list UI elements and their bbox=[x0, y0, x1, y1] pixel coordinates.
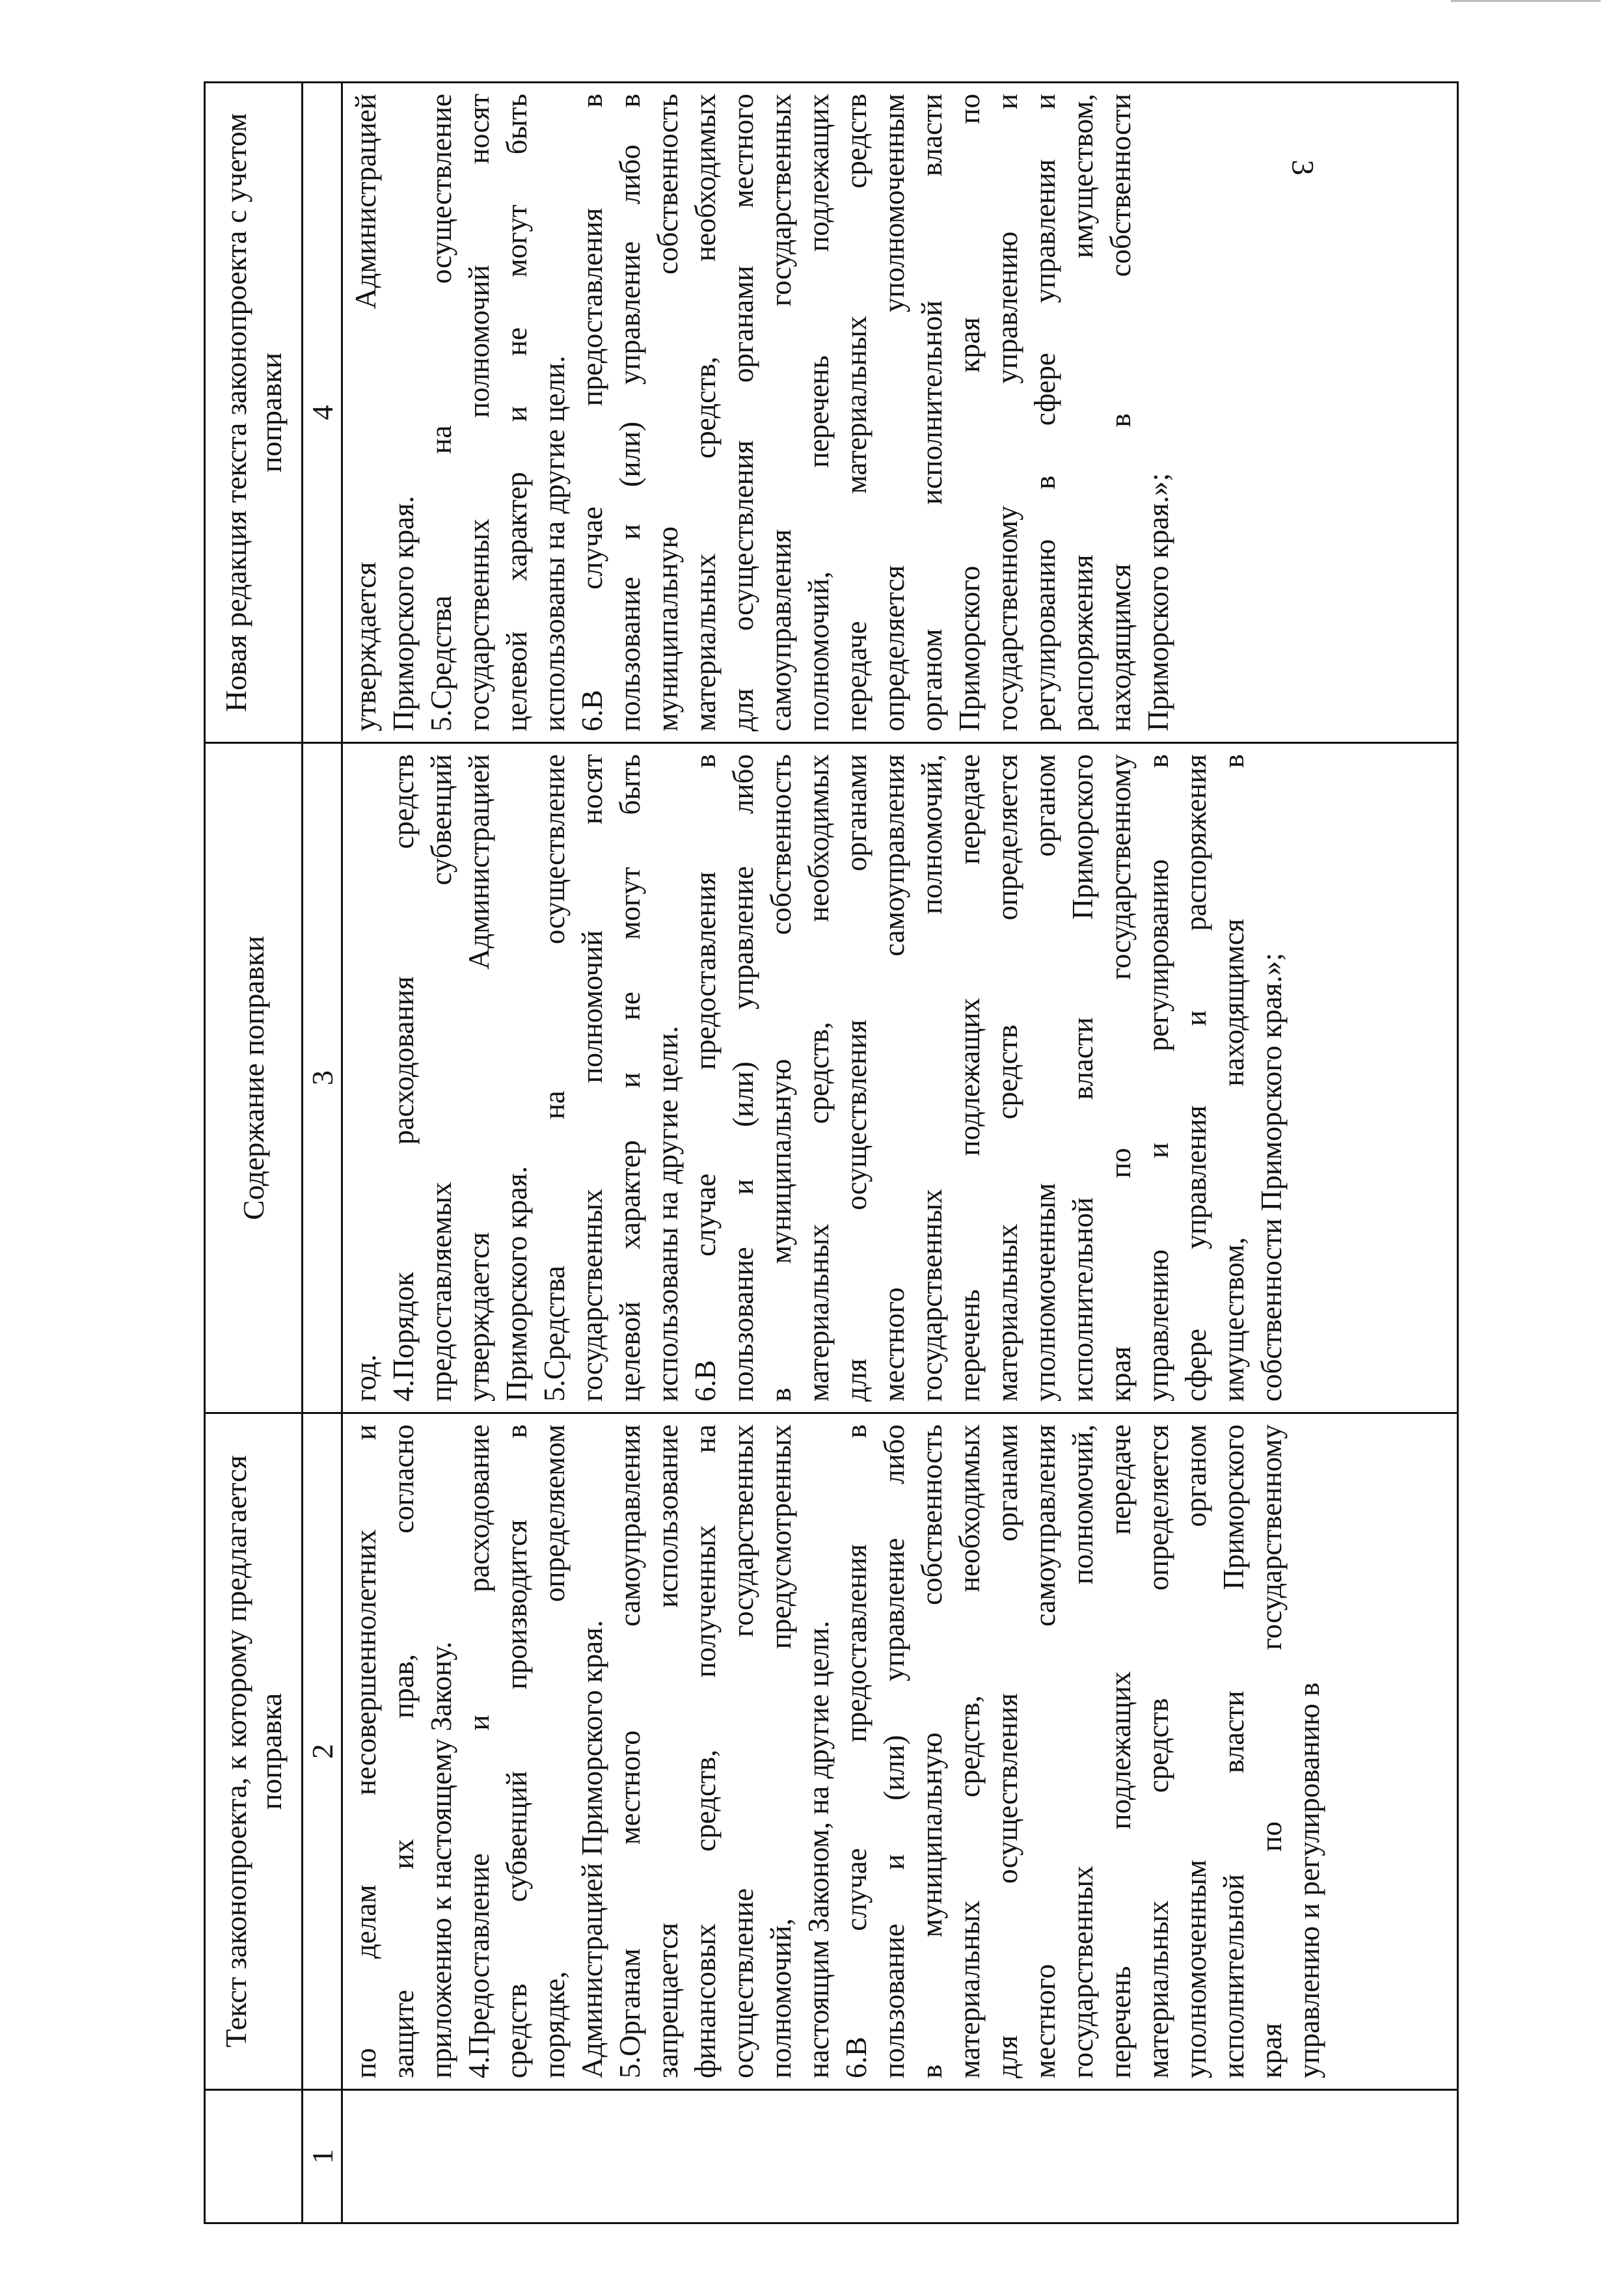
amendment-content-line: края по государственному bbox=[1104, 754, 1137, 1402]
bill-text-line: порядке, определяемом bbox=[538, 1424, 571, 2078]
new-edition-lines bbox=[347, 94, 1453, 731]
cell-new-edition bbox=[342, 83, 1458, 743]
amendment-content-line: год. bbox=[349, 1354, 382, 1402]
new-edition-line: распоряжения имуществом, bbox=[1066, 94, 1099, 731]
bill-text-line: 5.Органам местного самоуправления bbox=[614, 1424, 646, 2078]
bill-text-line: приложению к настоящему Закону. bbox=[425, 1641, 457, 2078]
new-edition-line: органом исполнительной власти bbox=[915, 94, 948, 731]
amendment-content-line: для осуществления органами bbox=[840, 754, 873, 1402]
new-edition-line: для осуществления органами местного bbox=[727, 94, 759, 731]
header-col-4: Новая редакция текста законопроекта с учетом поправки bbox=[205, 83, 303, 743]
bill-text-line: защите их прав, согласно bbox=[387, 1424, 420, 2078]
bill-text-line: материальных средств определяется bbox=[1142, 1424, 1174, 2078]
cell-bill-text bbox=[342, 1413, 1458, 2090]
bill-text-line: средств субвенций производится в bbox=[500, 1424, 533, 2078]
amendment-content-line: материальных средств, необходимых bbox=[802, 754, 835, 1402]
new-edition-line: находящимся в собственности bbox=[1104, 94, 1137, 731]
amendment-content-line: материальных средств определяется bbox=[991, 754, 1023, 1402]
bill-text-line: уполномоченным органом bbox=[1180, 1424, 1212, 2078]
bill-text-line: материальных средств, необходимых bbox=[953, 1424, 986, 2078]
amendment-table bbox=[204, 81, 1459, 2224]
bill-text-line: государственных полномочий, bbox=[1066, 1424, 1099, 2078]
new-edition-line: определяется уполномоченным bbox=[878, 94, 910, 731]
amendment-content-line: Приморского края. bbox=[500, 1166, 533, 1402]
header-col-1 bbox=[205, 2090, 303, 2223]
new-edition-line: 5.Средства на осуществление bbox=[425, 94, 457, 731]
new-edition-line: передаче материальных средств bbox=[840, 94, 873, 731]
amendment-content-line: 5.Средства на осуществление bbox=[538, 754, 571, 1402]
new-edition-line: утверждается Администрацией bbox=[349, 94, 382, 731]
new-edition-line: самоуправления государственных bbox=[765, 94, 797, 731]
new-edition-line: полномочий, перечень подлежащих bbox=[802, 94, 835, 731]
amendment-content-line: перечень подлежащих передаче bbox=[953, 754, 986, 1402]
table-header-row bbox=[205, 83, 303, 2223]
amendment-content-line: уполномоченным органом bbox=[1029, 754, 1061, 1402]
amendment-content-line: 4.Порядок расходования средств bbox=[387, 754, 420, 1402]
cell-amendment-content bbox=[342, 743, 1458, 1413]
amendment-content-line: предоставляемых субвенций bbox=[425, 754, 457, 1402]
amendment-content-line: государственных полномочий, bbox=[915, 754, 948, 1402]
new-edition-line: пользование и (или) управление либо в bbox=[614, 94, 646, 731]
bill-text-line: перечень подлежащих передаче bbox=[1104, 1424, 1137, 2078]
amendment-content-line: сфере управления и распоряжения bbox=[1180, 754, 1212, 1402]
new-edition-line: Приморского края по bbox=[953, 94, 986, 731]
amendment-content-line: утверждается Администрацией bbox=[463, 754, 495, 1402]
bill-text-line: пользование и (или) управление либо bbox=[878, 1424, 910, 2078]
amendment-content-line: пользование и (или) управление либо bbox=[727, 754, 759, 1402]
bill-text-line: 4.Предоставление и расходование bbox=[463, 1424, 495, 2078]
amendment-content-line: исполнительной власти Приморского bbox=[1066, 754, 1099, 1402]
amendment-content-line: местного самоуправления bbox=[878, 754, 910, 1402]
column-number-4: 4 bbox=[303, 83, 342, 743]
new-edition-line: государственных полномочий носят bbox=[463, 94, 495, 731]
amendment-content-line: целевой характер и не могут быть bbox=[614, 754, 646, 1402]
bill-text-line: осуществление государственных bbox=[727, 1424, 759, 2078]
bill-text-line: 6.В случае предоставления в bbox=[840, 1424, 873, 2078]
cell-col-1 bbox=[342, 2090, 1458, 2223]
column-number-1: 1 bbox=[303, 2090, 342, 2223]
bill-text-line: по делам несовершеннолетних и bbox=[349, 1424, 382, 2078]
bill-text-line: в муниципальную собственность bbox=[915, 1424, 948, 2078]
new-edition-line: регулированию в сфере управления и bbox=[1029, 94, 1061, 731]
bill-text-line: исполнительной власти Приморского bbox=[1217, 1424, 1250, 2078]
bill-text-line: настоящим Законом, на другие цели. bbox=[802, 1620, 835, 2078]
amendment-content-line: управлению и регулированию в bbox=[1142, 754, 1174, 1402]
new-edition-line: государственному управлению и bbox=[991, 94, 1023, 731]
bill-text-line: Администрацией Приморского края. bbox=[576, 1620, 608, 2078]
amendment-content-line: имуществом, находящимся в bbox=[1217, 754, 1250, 1402]
column-number-2: 2 bbox=[303, 1413, 342, 2090]
column-number-3: 3 bbox=[303, 743, 342, 1413]
amendment-content-lines bbox=[347, 754, 1453, 1402]
page-number: 3 bbox=[1285, 159, 1320, 176]
amendment-content-line: в муниципальную собственность bbox=[765, 754, 797, 1402]
bill-text-line: местного самоуправления bbox=[1029, 1424, 1061, 2078]
scan-edge-mark bbox=[1451, 0, 1601, 7]
amendment-content-line: 6.В случае предоставления в bbox=[689, 754, 722, 1402]
new-edition-line: Приморского края. bbox=[387, 496, 420, 731]
amendment-table-rotated bbox=[204, 83, 1453, 2224]
amendment-content-line: собственности Приморского края.»; bbox=[1255, 953, 1288, 1402]
bill-text-line: управлению и регулированию в bbox=[1293, 1682, 1325, 2078]
bill-text-line: запрещается использование bbox=[651, 1424, 684, 2078]
column-number-row bbox=[303, 83, 342, 2223]
new-edition-line: целевой характер и не могут быть bbox=[500, 94, 533, 731]
new-edition-line: муниципальную собственность bbox=[651, 94, 684, 731]
header-col-3: Содержание поправки bbox=[205, 743, 303, 1413]
bill-text-line: для осуществления органами bbox=[991, 1424, 1023, 2078]
new-edition-line: 6.В случае предоставления в bbox=[576, 94, 608, 731]
amendment-content-line: государственных полномочий носят bbox=[576, 754, 608, 1402]
bill-text-line: края по государственному bbox=[1255, 1424, 1288, 2078]
table-body-row bbox=[342, 83, 1458, 2223]
bill-text-lines bbox=[347, 1424, 1453, 2078]
new-edition-line: использованы на другие цели. bbox=[538, 355, 571, 731]
new-edition-line: Приморского края.»; bbox=[1142, 473, 1174, 731]
amendment-content-line: использованы на другие цели. bbox=[651, 1026, 684, 1402]
header-col-2: Текст законопроекта, к которому предлагается поправка bbox=[205, 1413, 303, 2090]
bill-text-line: полномочий, предусмотренных bbox=[765, 1424, 797, 2078]
bill-text-line: финансовых средств, полученных на bbox=[689, 1424, 722, 2078]
new-edition-line: материальных средств, необходимых bbox=[689, 94, 722, 731]
